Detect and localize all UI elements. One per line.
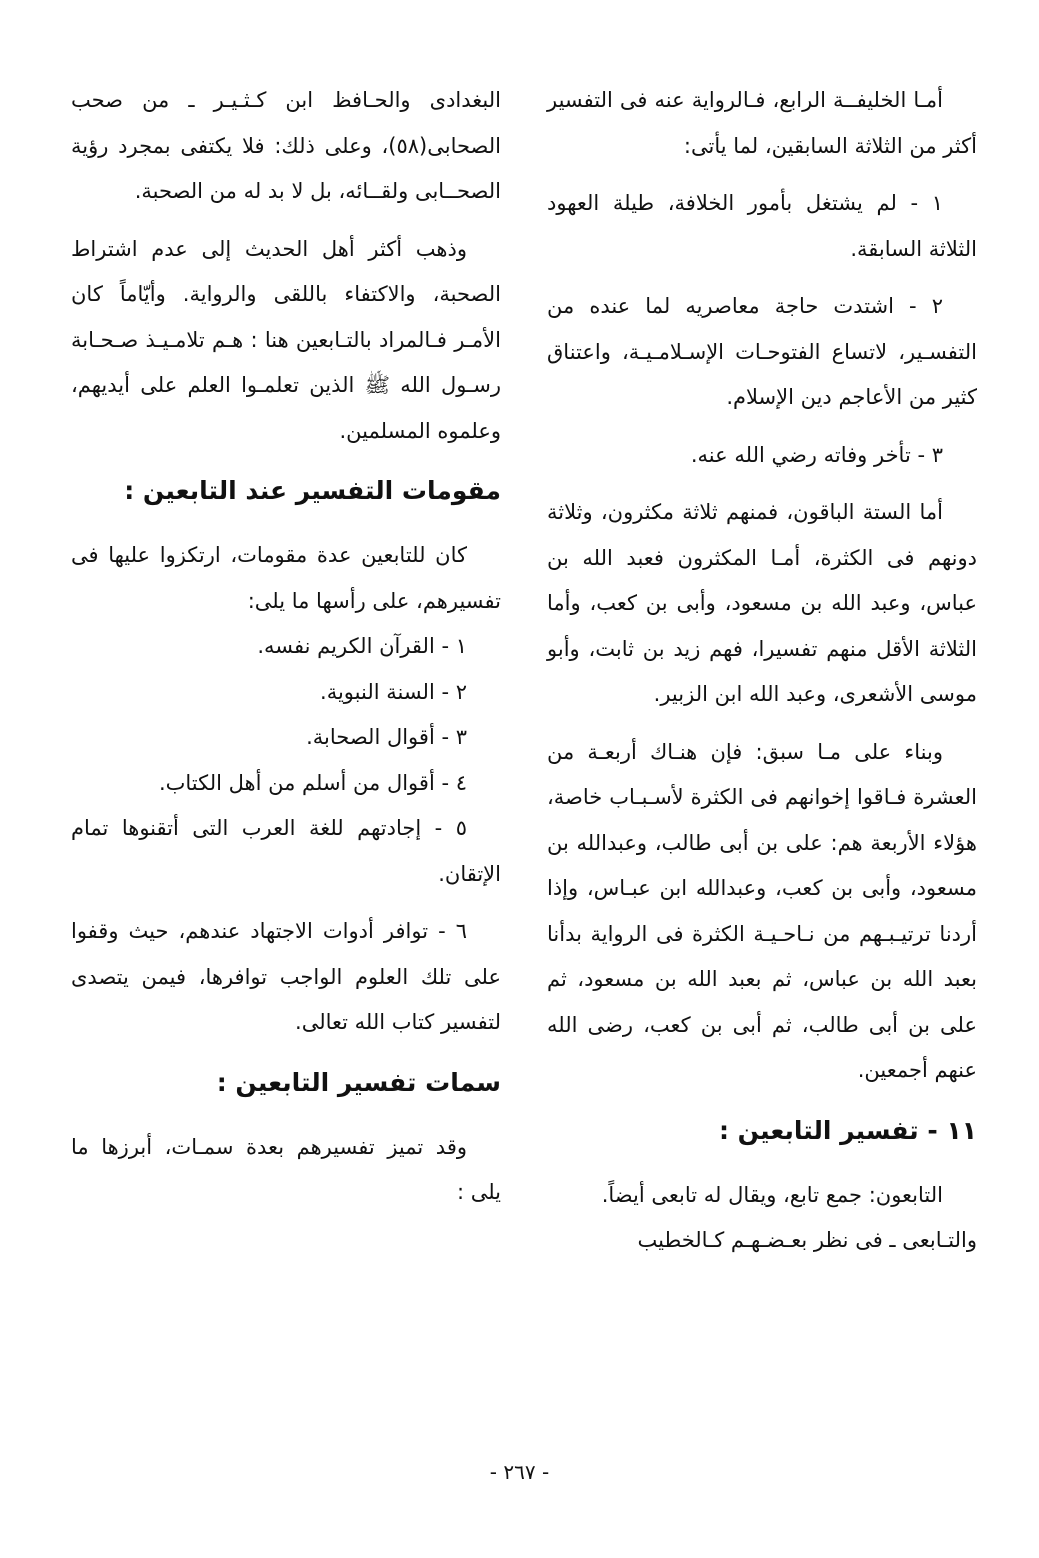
right-column — [547, 78, 977, 1276]
page-number: - ٢٦٧ - — [489, 1460, 550, 1484]
list-item: ١ - لم يشتغل بأمور الخلافة، طيلة العهود الثلاثة السابقة. — [547, 191, 977, 261]
paragraph: وقد تميز تفسيرهم بعدة سمـات، أبرزها ما يلى : — [71, 1134, 501, 1204]
section-heading: ١١ - تفسير التابعين : — [718, 1115, 977, 1145]
section-heading: سمات تفسير التابعين : — [216, 1067, 501, 1097]
list-item: ٢ - اشتدت حاجة معاصريه لما عنده من التفسـير، لاتساع الفتوحـات الإسـلامـيـة، واعتناق كثير من الأعاجم دين الإسلام. — [547, 294, 977, 409]
paragraph: وبناء على مـا سبق: فإن هنـاك أربعـة من العشرة فـاقوا إخوانهم فى الكثرة لأسـبـاب خاصة، هؤلاء الأربعة هم: على بن أبى طالب، وعبدالله بن مسعود، وأبى بن كعب، وعبدالله ابن عبـاس، وإذا أردنا ترتيـبـهم من نـاحـيـة الكثرة فى الرواية بدأنا بعبد الله بن عباس، ثم بعبد الله بن مسعود، ثم على بن أبى طالب، ثم أبى بن كعب، رضى الله عنهم أجمعين. — [547, 739, 977, 1082]
paragraph: وذهب أكثر أهل الحديث إلى عدم اشتراط الصحبة، والاكتفاء باللقى والرواية. وأيّاماً كان الأمـر فـالمراد بالتـابعين هنا : هـم تلامـيـذ صـحـابة رسـول الله ﷺ الذين تعلمـوا العلم على أيديهم، وعلموه المسلمين. — [71, 236, 501, 443]
paragraph: أما الستة الباقون، فمنهم ثلاثة مكثرون، وثلاثة دونهم فى الكثرة، أمـا المكثرون فعبد الله بن عباس، وعبد الله بن مسعود، وأبى بن كعب، وأما الثلاثة الأقل منهم تفسيرا، فهم زيد بن ثابت، وأبو موسى الأشعرى، وعبد الله ابن الزبير. — [547, 500, 977, 706]
list-item: ٢ - السنة النبوية. — [320, 679, 467, 704]
list-item: ١ - القرآن الكريم نفسه. — [257, 634, 467, 658]
list-item: ٥ - إجادتهم للغة العرب التى أتقنوها تمام الإتقان. — [71, 816, 501, 886]
paragraph: والتـابعى ـ فى نظر بعـضـهـم كـالخطيب — [637, 1228, 977, 1252]
paragraph: البغدادى والحـافظ ابن كـثـيـر ـ من صحب الصحابى(٥٨)، وعلى ذلك: فلا يكتفى بمجرد رؤية الصحــابى ولقــائه، بل لا بد له من الصحبة. — [71, 88, 501, 203]
list-item: ٤ - أقوال من أسلم من أهل الكتاب. — [158, 770, 467, 795]
section-heading: مقومات التفسير عند التابعين : — [124, 476, 501, 505]
left-column — [71, 78, 501, 1228]
list-item: ٦ - توافر أدوات الاجتهاد عندهم، حيث وقفوا على تلك العلوم الواجب توافرها، فيمن يتصدى لتفسير كتاب الله تعالى. — [71, 919, 501, 1034]
paragraph: كان للتابعين عدة مقومات، ارتكزوا عليها فى تفسيرهم، على رأسها ما يلى: — [71, 543, 501, 613]
list-item: ٣ - تأخر وفاته رضي الله عنه. — [690, 442, 943, 467]
list-item: ٣ - أقوال الصحابة. — [306, 725, 467, 749]
paragraph: التابعون: جمع تابع، ويقال له تابعى أيضاً. — [601, 1182, 943, 1207]
paragraph: أمـا الخليفــة الرابع، فـالرواية عنه فى التفسير أكثر من الثلاثة السابقين، لما يأتى: — [547, 88, 977, 158]
